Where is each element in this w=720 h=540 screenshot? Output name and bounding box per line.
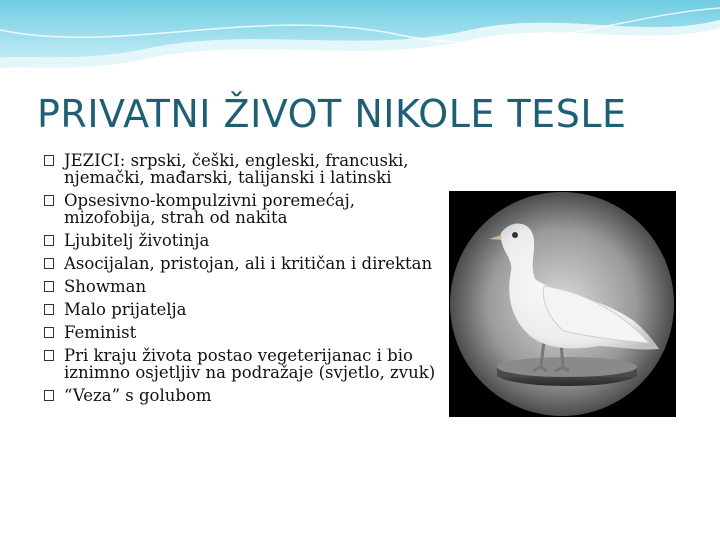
square-bullet-icon	[44, 155, 54, 166]
bullet-text: Feminist	[64, 323, 137, 342]
square-bullet-icon	[44, 281, 54, 292]
list-item	[44, 278, 444, 295]
square-bullet-icon	[44, 304, 54, 315]
list-item	[44, 232, 444, 249]
square-bullet-icon	[44, 235, 54, 246]
bullet-text: JEZICI: srpski, češki, engleski, francuski, njemački, mađarski, talijanski i latinski	[64, 151, 409, 187]
list-item	[44, 347, 444, 381]
bullet-text: Asocijalan, pristojan, ali i kritičan i direktan	[64, 254, 433, 273]
square-bullet-icon	[44, 195, 54, 206]
square-bullet-icon	[44, 258, 54, 269]
bullet-list	[44, 152, 444, 410]
list-item	[44, 387, 444, 404]
square-bullet-icon	[44, 350, 54, 361]
bullet-text: Opsesivno-kompulzivni poremećaj, mizofobija, strah od nakita	[64, 191, 356, 227]
bullet-text: Pri kraju života postao vegeterijanac i bio iznimno osjetljiv na podražaje (svjetlo, zvuk)	[64, 346, 436, 382]
list-item	[44, 324, 444, 341]
square-bullet-icon	[44, 390, 54, 401]
list-item	[44, 192, 444, 226]
bullet-text: “Veza” s golubom	[64, 386, 212, 405]
pigeon-photo	[449, 191, 676, 417]
bullet-text: Ljubitelj životinja	[64, 231, 210, 250]
list-item	[44, 152, 444, 186]
bullet-text: Malo prijatelja	[64, 300, 187, 319]
list-item	[44, 255, 444, 272]
slide-title: PRIVATNI ŽIVOT NIKOLE TESLE	[37, 92, 627, 136]
list-item	[44, 301, 444, 318]
square-bullet-icon	[44, 327, 54, 338]
header-wave-decoration	[0, 0, 720, 80]
bullet-text: Showman	[64, 277, 147, 296]
